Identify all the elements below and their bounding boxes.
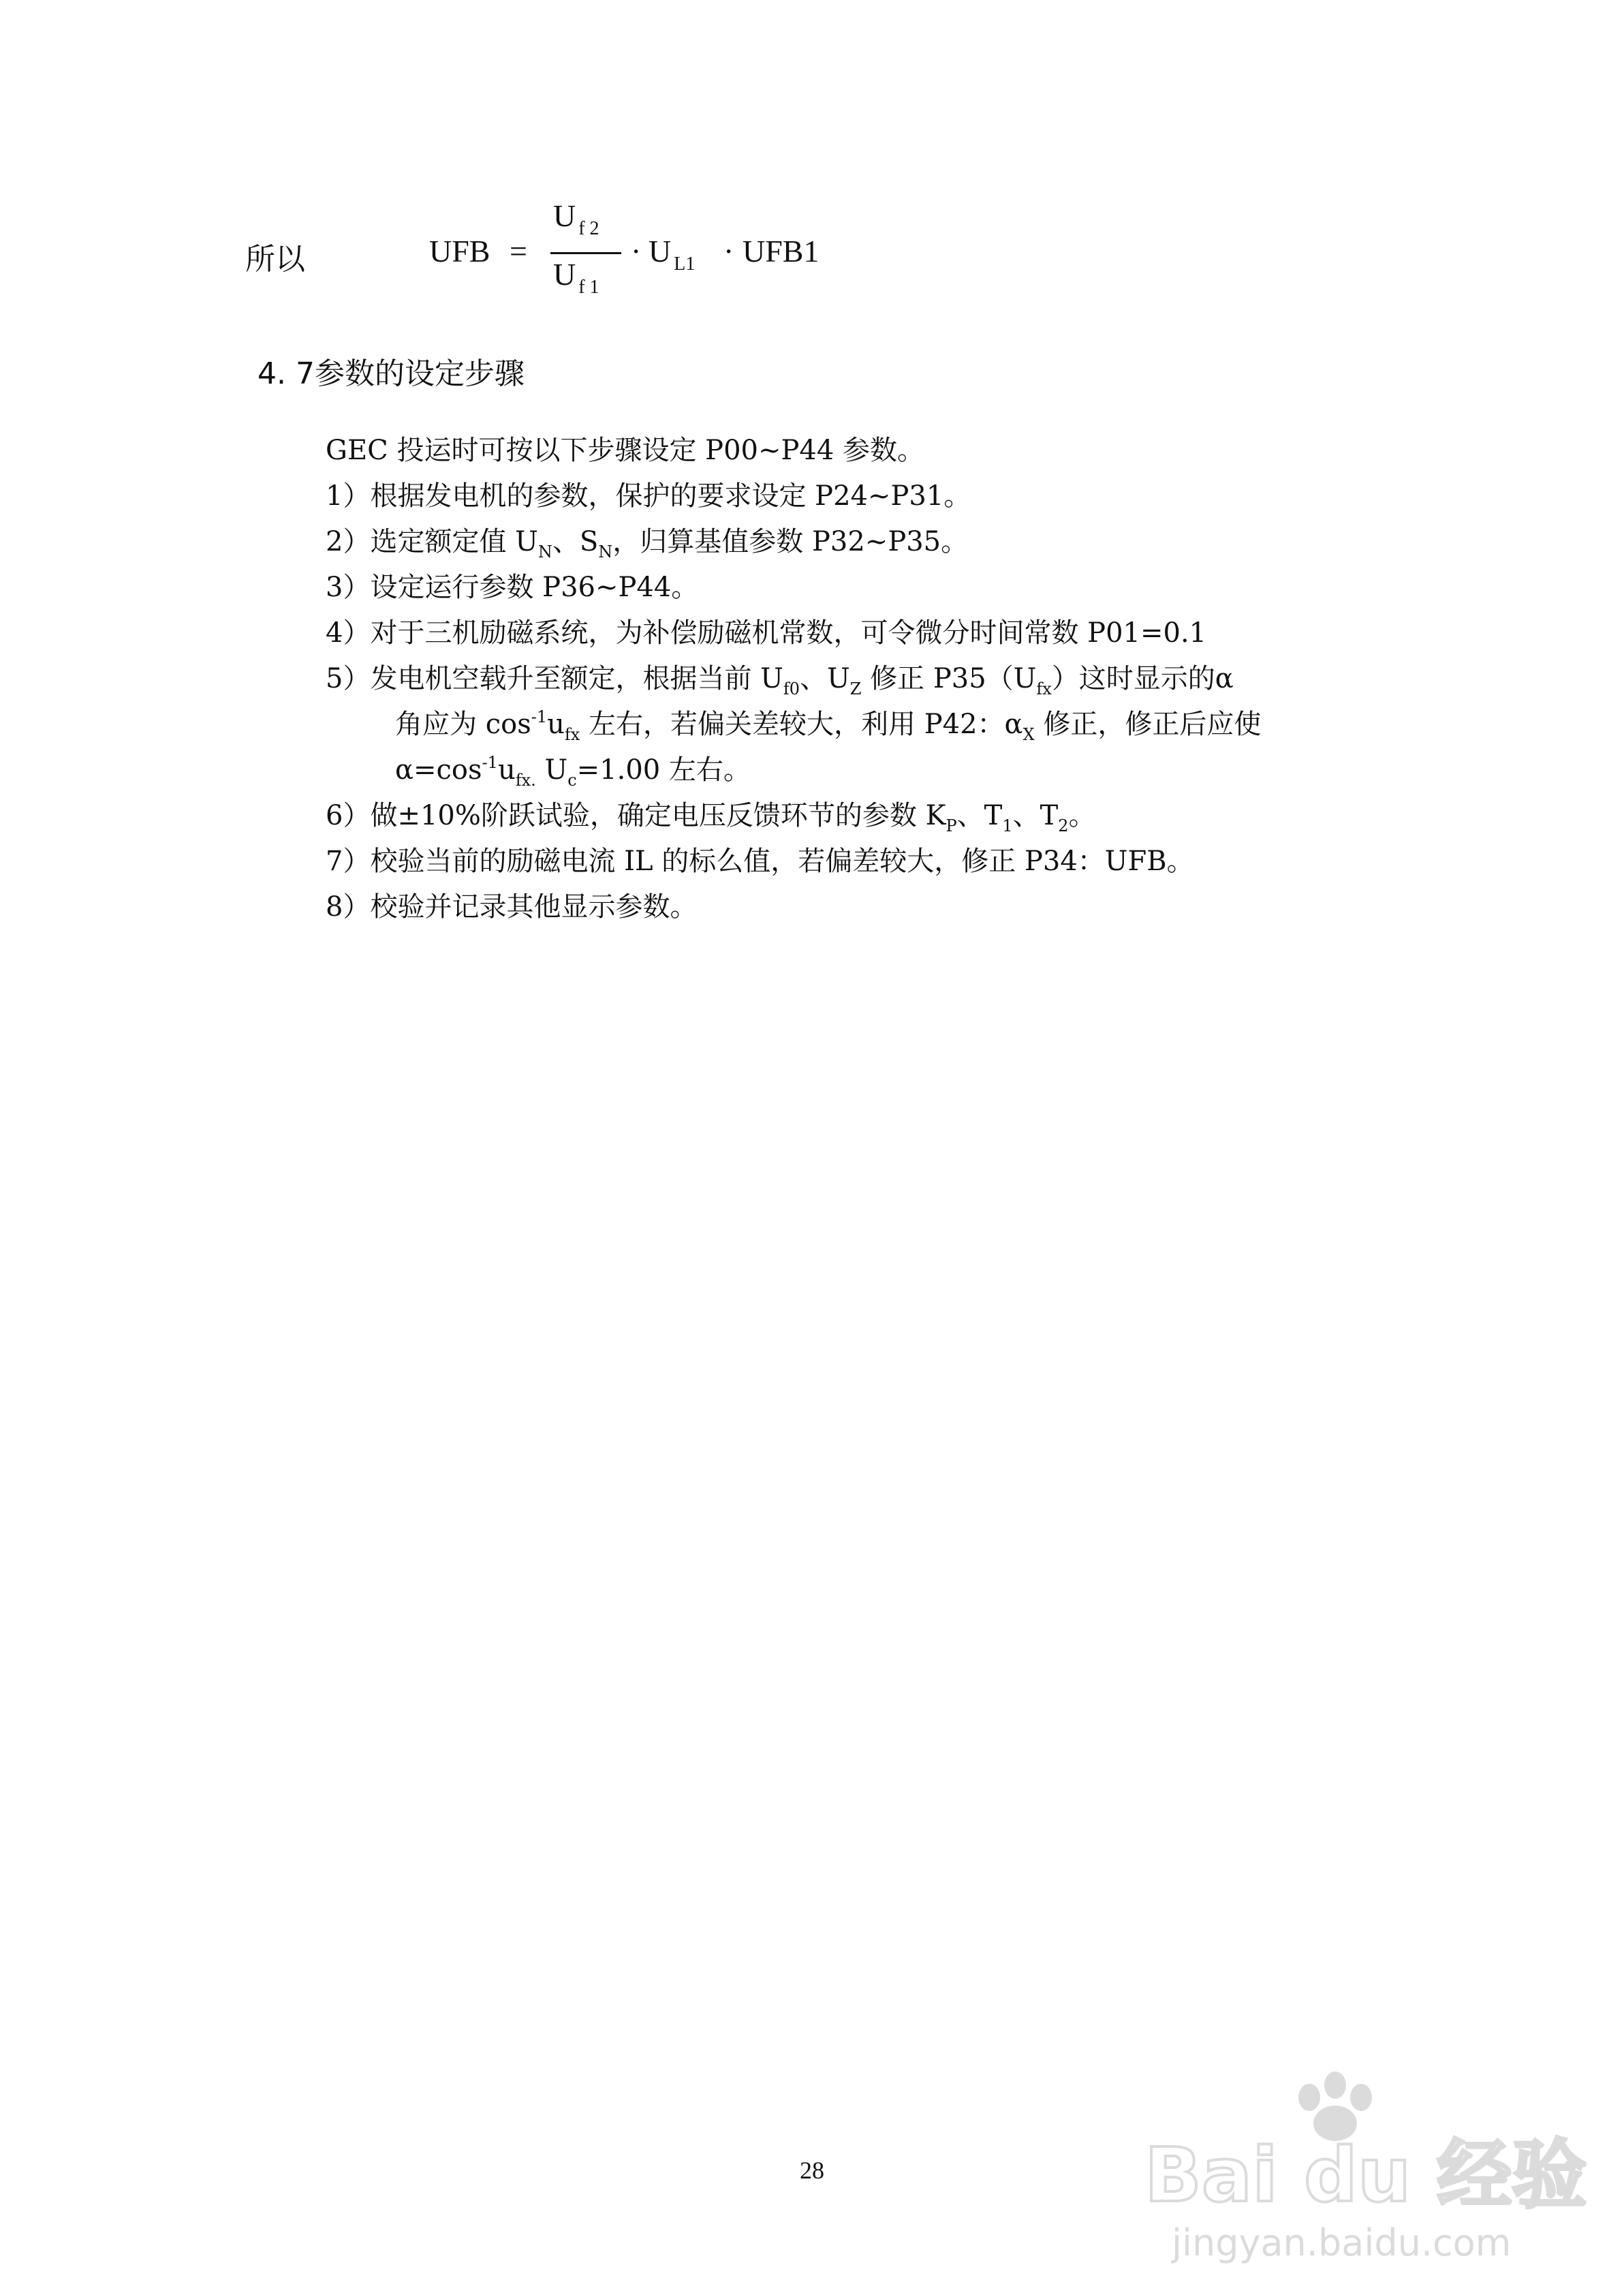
page-number: 28 (800, 2157, 824, 2184)
section-heading: 4. 7参数的设定步骤 (257, 356, 525, 391)
baidu-jingyan-watermark (1131, 2065, 1608, 2269)
step-5: 5）发电机空载升至额定，根据当前 $U_{f0}$、$U_Z$ 修正 $P35(U_{fx})$这时显示的α (326, 663, 1234, 698)
step-1: 1）根据发电机的参数，保护的要求设定 P24~P31。 (326, 480, 971, 512)
step-5-line-3: $\alpha=\cos^{-1}u_{fx.}$ $U_c=1.00$ 左右。 (395, 753, 751, 790)
formula-dot-2: · (723, 234, 734, 268)
watermark-url: jingyan.baidu.com (1172, 2221, 1512, 2264)
baidu-paw-icon (1298, 2071, 1372, 2141)
step-2: 2）选定额定值 $U_N$、$S_N$，归算基值参数 P32~P35。 (326, 526, 969, 561)
formula-term: U $_{L1}$ (649, 234, 696, 275)
formula-denominator: U $_{f 1}$ (553, 257, 599, 298)
formula-numerator: U $_{f 2}$ (553, 198, 599, 239)
step-4: 4）对于三机励磁系统，为补偿励磁机常数，可令微分时间常数 P01=0.1 (326, 617, 1207, 649)
body-text (326, 428, 1416, 930)
step-7: 7）校验当前的励磁电流 IL 的标么值，若偏差较大，修正 P34：UFB。 (326, 846, 1194, 877)
formula-lhs: UFB (429, 234, 490, 268)
step-6: 6）做±10%阶跃试验，确定电压反馈环节的参数 $K_P$、$T_1$、$T_2$。 (326, 800, 1096, 835)
step-8: 8）校验并记录其他显示参数。 (326, 891, 698, 923)
watermark-logo-text: Bai du 经验 (1144, 2131, 1587, 2219)
formula-dot-1: · (631, 234, 642, 268)
formula-lead: 所以 (245, 242, 305, 277)
formula-tail: UFB1 (743, 234, 819, 268)
step-3: 3）设定运行参数 P36~P44。 (326, 572, 699, 603)
intro-line: GEC 投运时可按以下步骤设定 P00~P44 参数。 (326, 435, 925, 466)
formula-equals: = (510, 234, 527, 268)
step-5-line-2: 角应为 $\cos^{-1}u_{fx}$ 左右，若偏关差较大，利用 P42：$\alpha_X$ 修正，修正后应使 (395, 707, 1262, 744)
fraction-bar (550, 252, 621, 254)
